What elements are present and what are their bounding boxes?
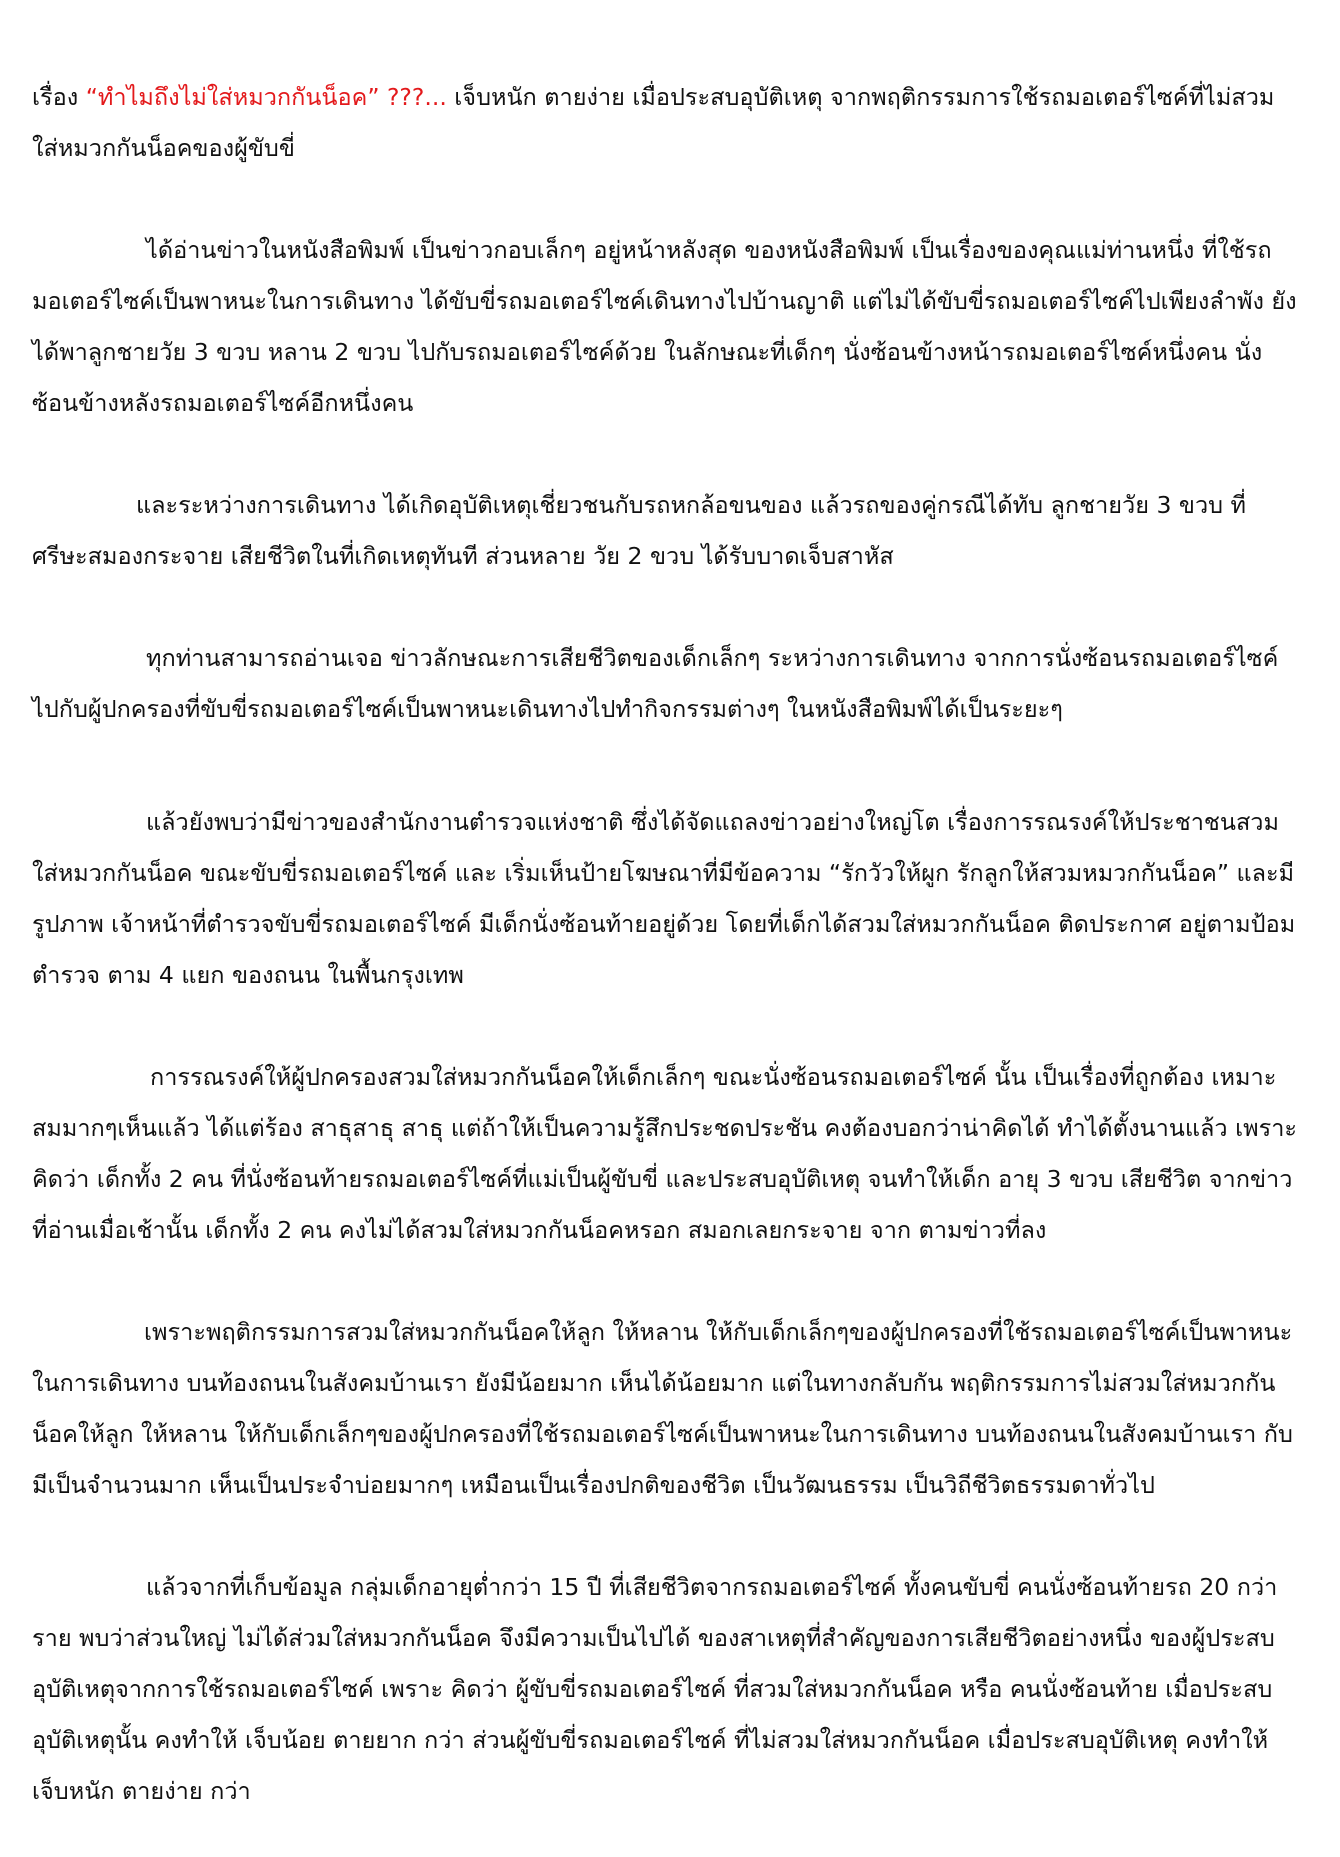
paragraph-spacer xyxy=(32,735,1300,797)
paragraph-4: แล้วยังพบว่ามีข่าวของสำนักงานตำรวจแห่งชาติ ซึ่งได้จัดแถลงข่าวอย่างใหญ่โต เรื่องการรณรงค์ให้ประชาชนสวมใส่หมวกกันน็อค ขณะขับขี่รถมอเตอร์ไซค์ และ เริ่มเห็นป้ายโฆษณาที่มีข้อความ “รักวัวให้ผูก รักลูกให้สวมหมวกกันน็อค” และมีรูปภาพ เจ้าหน้าที่ตำรวจขับขี่รถมอเตอร์ไซค์ มีเด็กนั่งซ้อนท้ายอยู่ด้วย โดยที่เด็กได้สวมใส่หมวกกันน็อค ติดประกาศ อยู่ตามป้อมตำรวจ ตาม 4 แยก ของถนน ในพื้นกรุงเทพ xyxy=(32,808,1296,989)
title-rest: เจ็บหนัก ตายง่าย เมื่อประสบอุบัติเหตุ จากพฤติกรรมการใช้รถมอเตอร์ไซค์ที่ไม่สวมใส่หมวกกันน็อคของผู้ขับขี่ xyxy=(32,83,1275,162)
paragraph-spacer xyxy=(32,582,1300,633)
paragraph-1: ได้อ่านข่าวในหนังสือพิมพ์ เป็นข่าวกอบเล็กๆ อยู่หน้าหลังสุด ของหนังสือพิมพ์ เป็นเรื่องของคุณแม่ท่านหนึ่ง ที่ใช้รถมอเตอร์ไซค์เป็นพาหนะในการเดินทาง ได้ขับขี่รถมอเตอร์ไซค์เดินทางไปบ้านญาติ แต่ไม่ได้ขับขี่รถมอเตอร์ไซค์ไปเพียงลำพัง ยังได้พาลูกชายวัย 3 ขวบ หลาน 2 ขวบ ไปกับรถมอเตอร์ไซค์ด้วย ในลักษณะที่เด็กๆ นั่งซ้อนข้างหน้ารถมอเตอร์ไซค์หนึ่งคน นั่งซ้อนข้างหลังรถมอเตอร์ไซค์อีกหนึ่งคน xyxy=(32,236,1297,417)
paragraph-5: การรณรงค์ให้ผู้ปกครองสวมใส่หมวกกันน็อคให้เด็กเล็กๆ ขณะนั่งซ้อนรถมอเตอร์ไซค์ นั้น เป็นเรื่องที่ถูกต้อง เหมาะสมมากๆเห็นแล้ว ได้แต่ร้อง สาธุสาธุ สาธุ แต่ถ้าให้เป็นความรู้สึกประชดประชัน คงต้องบอกว่าน่าคิดได้ ทำได้ตั้งนานแล้ว เพราะ คิดว่า เด็กทั้ง 2 คน ที่นั่งซ้อนท้ายรถมอเตอร์ไซค์ที่แม่เป็นผู้ขับขี่ และประสบอุบัติเหตุ จนทำให้เด็ก อายุ 3 ขวบ เสียชีวิต จากข่าวที่อ่านเมื่อเช้านั้น เด็กทั้ง 2 คน คงไม่ได้สวมใส่หมวกกันน็อคหรอก สมอกเลยกระจาย จาก ตามข่าวที่ลง xyxy=(32,1063,1298,1244)
paragraph-spacer xyxy=(32,1256,1300,1307)
paragraph-spacer xyxy=(32,1001,1300,1052)
title-highlight: “ทำไมถึงไม่ใส่หมวกกันน็อค” ???... xyxy=(85,83,447,111)
document-page xyxy=(24,58,1310,1857)
paragraph-3: ทุกท่านสามารถอ่านเจอ ข่าวลักษณะการเสียชีวิตของเด็กเล็กๆ ระหว่างการเดินทาง จากการนั่งซ้อนรถมอเตอร์ไซค์ ไปกับผู้ปกครองที่ขับขี่รถมอเตอร์ไซค์เป็นพาหนะเดินทางไปทำกิจกรรมต่างๆ ในหนังสือพิมพ์ได้เป็นระยะๆ xyxy=(32,644,1279,723)
paragraph-6: เพราะพฤติกรรมการสวมใส่หมวกกันน็อคให้ลูก ให้หลาน ให้กับเด็กเล็กๆของผู้ปกครองที่ใช้รถมอเตอร์ไซค์เป็นพาหนะในการเดินทาง บนท้องถนนในสังคมบ้านเรา ยังมีน้อยมาก เห็นได้น้อยมาก แต่ในทางกลับกัน พฤติกรรมการไม่สวมใส่หมวกกันน็อคให้ลูก ให้หลาน ให้กับเด็กเล็กๆของผู้ปกครองที่ใช้รถมอเตอร์ไซค์เป็นพาหนะในการเดินทาง บนท้องถนนในสังคมบ้านเรา กับมีเป็นจำนวนมาก เห็นเป็นประจำบ่อยมากๆ เหมือนเป็นเรื่องปกติของชีวิต เป็นวัฒนธรรม เป็นวิถีชีวิตธรรมดาทั่วไป xyxy=(32,1318,1293,1499)
paragraph-spacer xyxy=(32,1511,1300,1562)
title-prefix: เรื่อง xyxy=(32,83,86,111)
paragraph-spacer xyxy=(32,429,1300,480)
document-title xyxy=(32,72,1300,174)
paragraph-2: และระหว่างการเดินทาง ได้เกิดอุบัติเหตุเชี่ยวชนกับรถหกล้อขนของ แล้วรถของคู่กรณีได้ทับ ลูกชายวัย 3 ขวบ ที่ ศรีษะสมองกระจาย เสียชีวิตในที่เกิดเหตุทันที ส่วนหลาย วัย 2 ขวบ ได้รับบาดเจ็บสาหัส xyxy=(32,491,1247,570)
paragraph-spacer xyxy=(32,174,1300,225)
paragraph-7: แล้วจากที่เก็บข้อมูล กลุ่มเด็กอายุต่ำกว่า 15 ปี ที่เสียชีวิตจากรถมอเตอร์ไซค์ ทั้งคนขับขี่ คนนั่งซ้อนท้ายรถ 20 กว่าราย พบว่าส่วนใหญ่ ไม่ได้ส่วมใส่หมวกกันน็อค จึงมีความเป็นไปได้ ของสาเหตุที่สำคัญของการเสียชีวิตอย่างหนึ่ง ของผู้ประสบอุบัติเหตุจากการใช้รถมอเตอร์ไซค์ เพราะ คิดว่า ผู้ขับขี่รถมอเตอร์ไซค์ ที่สวมใส่หมวกกันน็อค หรือ คนนั่งซ้อนท้าย เมื่อประสบอุบัติเหตุนั้น คงทำให้ เจ็บน้อย ตายยาก กว่า ส่วนผู้ขับขี่รถมอเตอร์ไซค์ ที่ไม่สวมใส่หมวกกันน็อค เมื่อประสบอุบัติเหตุ คงทำให้ เจ็บหนัก ตายง่าย กว่า xyxy=(32,1573,1278,1805)
